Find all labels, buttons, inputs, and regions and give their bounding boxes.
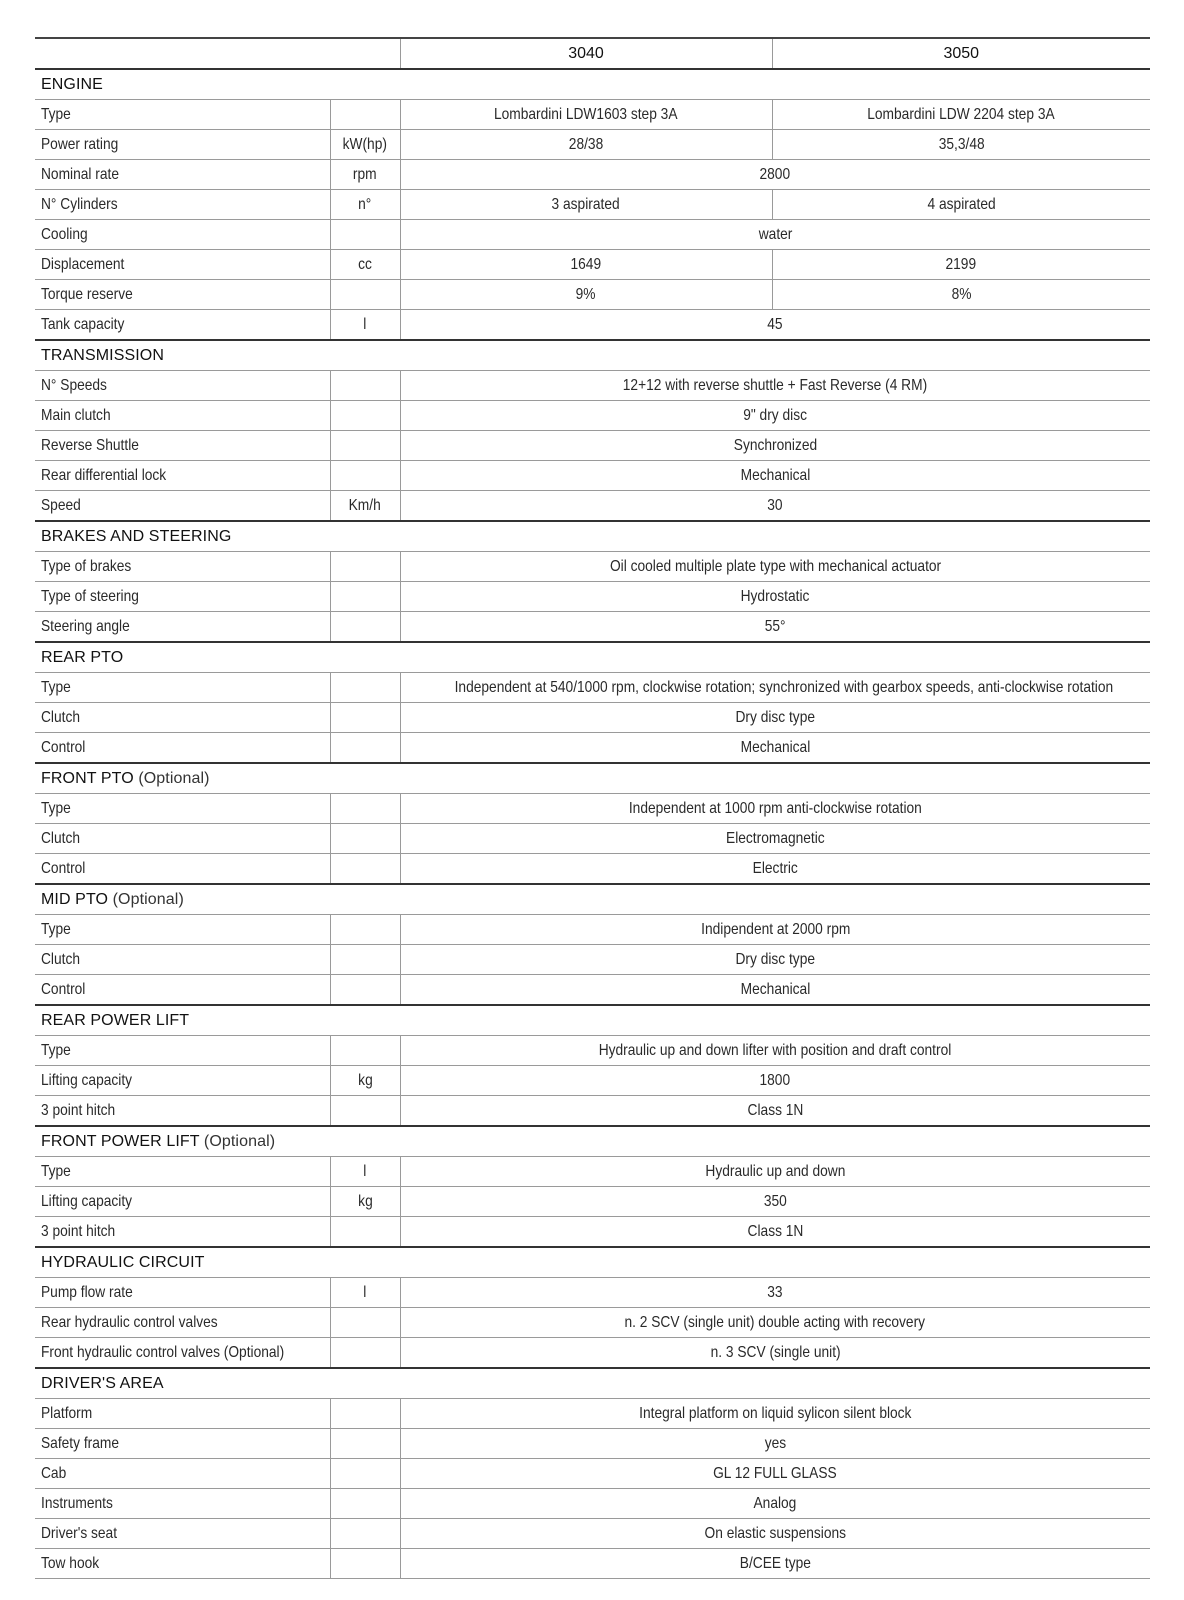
spec-value-text: 33 (767, 1283, 783, 1301)
spec-label (35, 160, 330, 190)
spec-value-text: On elastic suspensions (704, 1524, 846, 1542)
spec-value-3040 (400, 190, 772, 220)
section-header (35, 763, 1150, 794)
spec-value-text: Class 1N (747, 1222, 804, 1240)
spec-label (35, 1399, 330, 1429)
spec-label-text: Cooling (41, 225, 88, 243)
spec-value (400, 371, 1150, 401)
spec-value-3050-text: 4 aspirated (927, 195, 996, 213)
spec-unit (330, 1157, 400, 1187)
table-header-row (35, 38, 1150, 69)
section-title-cell (35, 1126, 1150, 1157)
spec-label-text: Main clutch (41, 406, 111, 424)
spec-value-3040-text: 28/38 (568, 135, 604, 153)
spec-label-text: Control (41, 859, 86, 877)
spec-value (400, 1338, 1150, 1369)
spec-value-text: Dry disc type (735, 950, 816, 968)
section-title: DRIVER'S AREA (41, 1374, 164, 1392)
spec-label (35, 130, 330, 160)
spec-value (400, 1429, 1150, 1459)
spec-unit (330, 1217, 400, 1248)
spec-label-text: Pump flow rate (41, 1283, 133, 1301)
spec-value (400, 1308, 1150, 1338)
spec-unit (330, 673, 400, 703)
spec-value-text: Analog (753, 1494, 797, 1512)
spec-value (400, 915, 1150, 945)
spec-value (400, 1066, 1150, 1096)
spec-value-text: Hydrostatic (740, 587, 810, 605)
table-row (35, 794, 1150, 824)
spec-value-text: Electromagnetic (725, 829, 825, 847)
table-row (35, 401, 1150, 431)
section-header (35, 340, 1150, 371)
spec-label-text: 3 point hitch (41, 1101, 116, 1119)
table-row (35, 1399, 1150, 1429)
spec-value-3040 (400, 280, 772, 310)
spec-value (400, 160, 1150, 190)
spec-unit-text: l (363, 1162, 367, 1180)
spec-value-3040-text: 1649 (570, 255, 602, 273)
spec-label (35, 280, 330, 310)
spec-unit (330, 431, 400, 461)
section-title-cell (35, 69, 1150, 100)
spec-unit-text: kg (357, 1071, 373, 1089)
spec-label-text: Power rating (41, 135, 119, 153)
spec-value-text: Synchronized (733, 436, 817, 454)
spec-label-text: Platform (41, 1404, 93, 1422)
spec-label (35, 1157, 330, 1187)
spec-value (400, 1459, 1150, 1489)
spec-unit (330, 190, 400, 220)
section-title-cell (35, 1247, 1150, 1278)
table-row (35, 1278, 1150, 1308)
spec-label-text: Instruments (41, 1494, 113, 1512)
spec-label (35, 1217, 330, 1248)
spec-value-text: Independent at 1000 rpm anti-clockwise rotation (628, 799, 922, 817)
spec-value-text: n. 2 SCV (single unit) double acting with recovery (624, 1313, 926, 1331)
spec-value (400, 794, 1150, 824)
table-row (35, 491, 1150, 522)
spec-value-text: n. 3 SCV (single unit) (710, 1343, 841, 1361)
spec-label (35, 552, 330, 582)
spec-label-text: Steering angle (41, 617, 130, 635)
spec-label (35, 1519, 330, 1549)
spec-label (35, 794, 330, 824)
table-row (35, 824, 1150, 854)
spec-label-text: Type (41, 799, 71, 817)
table-row (35, 1308, 1150, 1338)
spec-unit (330, 280, 400, 310)
section-title-cell (35, 642, 1150, 673)
spec-value-3040-text: 3 aspirated (551, 195, 621, 213)
table-row (35, 552, 1150, 582)
spec-value-3050 (772, 130, 1150, 160)
table-row (35, 945, 1150, 975)
section-optional-note: (Optional) (138, 769, 210, 787)
section-title-cell (35, 884, 1150, 915)
spec-label-text: Front hydraulic control valves (Optional) (41, 1343, 285, 1361)
spec-label (35, 371, 330, 401)
table-row (35, 915, 1150, 945)
spec-table (35, 37, 1150, 1579)
spec-label-text: Speed (41, 496, 81, 514)
spec-label-text: Clutch (41, 829, 81, 847)
spec-value (400, 1096, 1150, 1127)
spec-unit (330, 1278, 400, 1308)
spec-label (35, 1429, 330, 1459)
spec-unit-text: n° (358, 195, 372, 213)
spec-unit-text: l (363, 1283, 367, 1301)
spec-label (35, 1278, 330, 1308)
spec-unit (330, 100, 400, 130)
table-row (35, 190, 1150, 220)
spec-label-text: N° Cylinders (41, 195, 118, 213)
spec-value-3050 (772, 280, 1150, 310)
spec-value (400, 491, 1150, 522)
spec-label (35, 1036, 330, 1066)
spec-label (35, 250, 330, 280)
section-header (35, 884, 1150, 915)
table-row (35, 673, 1150, 703)
table-row (35, 250, 1150, 280)
spec-unit (330, 1429, 400, 1459)
spec-label (35, 854, 330, 885)
table-row (35, 280, 1150, 310)
spec-label-text: Reverse Shuttle (41, 436, 139, 454)
spec-value (400, 824, 1150, 854)
spec-value (400, 461, 1150, 491)
spec-label (35, 612, 330, 643)
spec-label-text: Clutch (41, 950, 81, 968)
spec-label (35, 491, 330, 522)
spec-label (35, 703, 330, 733)
spec-label-text: Cab (41, 1464, 67, 1482)
spec-value-3050-text: 35,3/48 (938, 135, 985, 153)
spec-value-text: 2800 (759, 165, 791, 183)
spec-unit (330, 1308, 400, 1338)
section-title: FRONT PTO (41, 769, 134, 787)
section-title-cell (35, 340, 1150, 371)
spec-unit (330, 733, 400, 764)
spec-label (35, 1187, 330, 1217)
spec-unit (330, 1489, 400, 1519)
spec-unit (330, 1338, 400, 1369)
table-row (35, 1549, 1150, 1579)
section-header (35, 1126, 1150, 1157)
spec-label (35, 310, 330, 341)
spec-unit (330, 1519, 400, 1549)
spec-label-text: Tank capacity (41, 315, 125, 333)
spec-unit (330, 220, 400, 250)
spec-value-3040 (400, 100, 772, 130)
spec-label-text: Nominal rate (41, 165, 120, 183)
spec-value (400, 612, 1150, 643)
spec-value (400, 1217, 1150, 1248)
table-row (35, 612, 1150, 643)
spec-value-text: Class 1N (747, 1101, 804, 1119)
spec-value (400, 1489, 1150, 1519)
spec-label (35, 100, 330, 130)
spec-unit (330, 1187, 400, 1217)
spec-label (35, 1459, 330, 1489)
section-title-cell (35, 763, 1150, 794)
spec-label-text: Control (41, 738, 86, 756)
spec-label (35, 461, 330, 491)
spec-label (35, 1096, 330, 1127)
spec-value-3040-text: Lombardini LDW1603 step 3A (494, 105, 678, 123)
spec-label-text: Clutch (41, 708, 81, 726)
spec-value-text: 30 (767, 496, 783, 514)
spec-label (35, 401, 330, 431)
spec-value (400, 703, 1150, 733)
spec-value-text: Mechanical (740, 980, 811, 998)
section-header (35, 521, 1150, 552)
table-row (35, 130, 1150, 160)
spec-label (35, 1549, 330, 1579)
spec-label-text: Displacement (41, 255, 125, 273)
table-row (35, 1489, 1150, 1519)
spec-label-text: Driver's seat (41, 1524, 118, 1542)
spec-unit (330, 1459, 400, 1489)
table-row (35, 1429, 1150, 1459)
spec-label (35, 190, 330, 220)
section-optional-note: (Optional) (203, 1132, 276, 1150)
spec-value-3050 (772, 100, 1150, 130)
section-title: ENGINE (41, 75, 103, 93)
spec-value (400, 673, 1150, 703)
table-row (35, 854, 1150, 885)
spec-unit (330, 1549, 400, 1579)
spec-unit (330, 975, 400, 1006)
spec-label-text: Rear differential lock (41, 466, 167, 484)
spec-value-text: Hydraulic up and down (705, 1162, 846, 1180)
spec-label (35, 1338, 330, 1369)
table-row (35, 1519, 1150, 1549)
spec-label-text: 3 point hitch (41, 1222, 116, 1240)
spec-value-3040-text: 9% (576, 285, 596, 303)
model-3040-header: 3040 (400, 38, 772, 69)
spec-value-3040 (400, 250, 772, 280)
spec-unit (330, 1096, 400, 1127)
spec-unit-text: cc (358, 255, 372, 273)
spec-value (400, 401, 1150, 431)
header-empty-cell (35, 38, 400, 69)
spec-unit (330, 612, 400, 643)
section-header (35, 1247, 1150, 1278)
spec-value-text: Electric (752, 859, 798, 877)
spec-value-3050 (772, 250, 1150, 280)
spec-value-3050-text: Lombardini LDW 2204 step 3A (867, 105, 1055, 123)
table-row (35, 1187, 1150, 1217)
spec-label (35, 1066, 330, 1096)
table-row (35, 310, 1150, 341)
table-row (35, 371, 1150, 401)
section-title: TRANSMISSION (41, 346, 164, 364)
spec-label (35, 220, 330, 250)
spec-label-text: Safety frame (41, 1434, 120, 1452)
spec-value (400, 1399, 1150, 1429)
section-header (35, 642, 1150, 673)
spec-label-text: Type of steering (41, 587, 139, 605)
section-header (35, 69, 1150, 100)
spec-unit (330, 1066, 400, 1096)
spec-value-text: yes (764, 1434, 786, 1452)
spec-unit (330, 461, 400, 491)
spec-value (400, 1549, 1150, 1579)
spec-value-text: 45 (767, 315, 783, 333)
spec-unit-text: kW(hp) (342, 135, 388, 153)
spec-unit (330, 552, 400, 582)
spec-unit (330, 1399, 400, 1429)
spec-value-text: 55° (764, 617, 786, 635)
section-header (35, 1005, 1150, 1036)
spec-label-text: Type (41, 1041, 71, 1059)
spec-value-text: Indipendent at 2000 rpm (700, 920, 850, 938)
spec-label (35, 824, 330, 854)
spec-value-text: 9" dry disc (743, 406, 808, 424)
section-title-cell (35, 1005, 1150, 1036)
spec-value-3050 (772, 190, 1150, 220)
spec-value (400, 310, 1150, 341)
spec-label-text: Lifting capacity (41, 1071, 133, 1089)
spec-unit (330, 824, 400, 854)
spec-value-text: 12+12 with reverse shuttle + Fast Reverse (4 RM) (623, 376, 928, 394)
spec-label (35, 673, 330, 703)
spec-value (400, 1157, 1150, 1187)
spec-unit (330, 794, 400, 824)
spec-unit (330, 310, 400, 341)
spec-unit (330, 250, 400, 280)
spec-unit (330, 371, 400, 401)
spec-value-text: B/CEE type (739, 1554, 811, 1572)
spec-label (35, 733, 330, 764)
spec-unit (330, 160, 400, 190)
spec-value-text: Oil cooled multiple plate type with mechanical actuator (609, 557, 941, 575)
spec-value (400, 1278, 1150, 1308)
table-row (35, 1217, 1150, 1248)
spec-unit (330, 854, 400, 885)
spec-value (400, 1187, 1150, 1217)
spec-label-text: Type (41, 105, 71, 123)
table-row (35, 1157, 1150, 1187)
table-row (35, 1338, 1150, 1369)
spec-unit (330, 915, 400, 945)
table-row (35, 461, 1150, 491)
spec-label-text: Type of brakes (41, 557, 132, 575)
table-row (35, 100, 1150, 130)
spec-value (400, 582, 1150, 612)
spec-value-3050-text: 2199 (945, 255, 977, 273)
spec-label (35, 1308, 330, 1338)
table-row (35, 160, 1150, 190)
spec-value-text: water (758, 225, 793, 243)
table-row (35, 431, 1150, 461)
section-header (35, 1368, 1150, 1399)
spec-label (35, 975, 330, 1006)
spec-value-text: Integral platform on liquid sylicon silent block (639, 1404, 912, 1422)
spec-label-text: Lifting capacity (41, 1192, 133, 1210)
spec-label (35, 915, 330, 945)
spec-value-text: 1800 (759, 1071, 791, 1089)
spec-label (35, 1489, 330, 1519)
section-optional-note: (Optional) (112, 890, 184, 908)
spec-unit-text: kg (357, 1192, 373, 1210)
spec-unit (330, 703, 400, 733)
spec-value (400, 431, 1150, 461)
spec-value-text: Mechanical (740, 466, 811, 484)
spec-label-text: Type (41, 920, 71, 938)
spec-label-text: Type (41, 1162, 71, 1180)
spec-unit-text: Km/h (348, 496, 382, 514)
spec-label (35, 431, 330, 461)
spec-label-text: Tow hook (41, 1554, 100, 1572)
section-title: FRONT POWER LIFT (41, 1132, 200, 1150)
spec-unit (330, 491, 400, 522)
spec-value (400, 854, 1150, 885)
spec-value-3050-text: 8% (951, 285, 972, 303)
spec-label (35, 582, 330, 612)
table-row (35, 1459, 1150, 1489)
spec-label-text: Torque reserve (41, 285, 133, 303)
spec-label-text: N° Speeds (41, 376, 107, 394)
table-row (35, 733, 1150, 764)
section-title: BRAKES AND STEERING (41, 527, 232, 545)
spec-unit (330, 130, 400, 160)
spec-label-text: Type (41, 678, 71, 696)
table-row (35, 1036, 1150, 1066)
spec-value (400, 1519, 1150, 1549)
spec-value (400, 1036, 1150, 1066)
table-row (35, 1096, 1150, 1127)
section-title: REAR POWER LIFT (41, 1011, 190, 1029)
spec-value-text: Mechanical (740, 738, 811, 756)
spec-label-text: Rear hydraulic control valves (41, 1313, 218, 1331)
table-row (35, 1066, 1150, 1096)
spec-value (400, 220, 1150, 250)
model-3050-header: 3050 (772, 38, 1150, 69)
section-title: MID PTO (41, 890, 109, 908)
section-title-cell (35, 1368, 1150, 1399)
table-row (35, 582, 1150, 612)
section-title-cell (35, 521, 1150, 552)
spec-value (400, 733, 1150, 764)
spec-value-text: Dry disc type (735, 708, 816, 726)
spec-unit-text: l (363, 315, 367, 333)
spec-value-text: GL 12 FULL GLASS (713, 1464, 838, 1482)
section-title: HYDRAULIC CIRCUIT (41, 1253, 205, 1271)
spec-value-text: Independent at 540/1000 rpm, clockwise rotation; synchronized with gearbox speeds, anti-clockwise rotation (454, 678, 1113, 696)
spec-unit (330, 401, 400, 431)
spec-value (400, 945, 1150, 975)
spec-value-text: 350 (763, 1192, 787, 1210)
spec-value (400, 975, 1150, 1006)
table-row (35, 975, 1150, 1006)
table-row (35, 220, 1150, 250)
spec-unit (330, 1036, 400, 1066)
section-title: REAR PTO (41, 648, 124, 666)
spec-value-text: Hydraulic up and down lifter with position and draft control (598, 1041, 952, 1059)
spec-value-3040 (400, 130, 772, 160)
spec-label (35, 945, 330, 975)
table-row (35, 703, 1150, 733)
spec-unit-text: rpm (353, 165, 377, 183)
spec-label-text: Control (41, 980, 86, 998)
spec-value (400, 552, 1150, 582)
spec-unit (330, 582, 400, 612)
spec-unit (330, 945, 400, 975)
